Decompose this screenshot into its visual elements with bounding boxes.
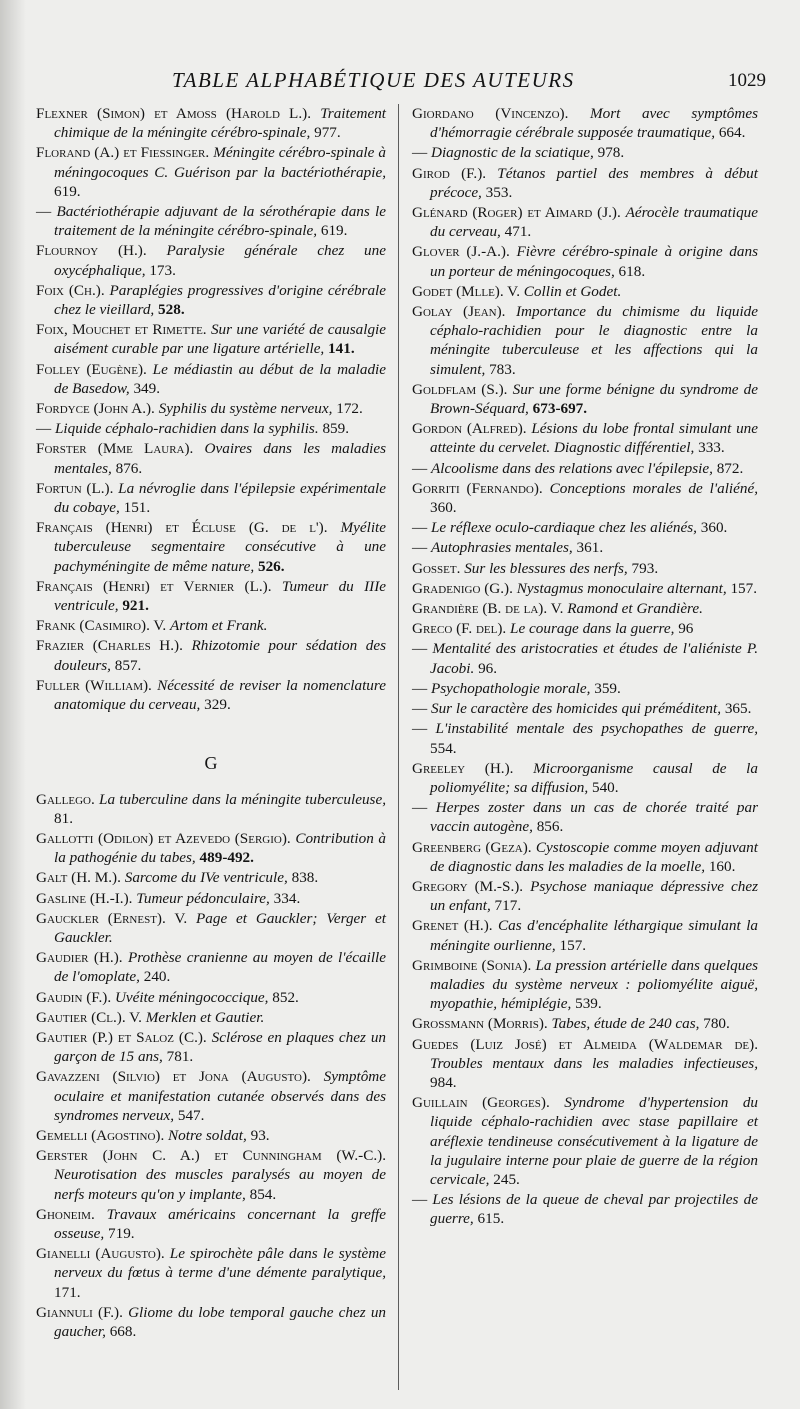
entry-author: — xyxy=(412,144,428,162)
entry-author: Gerster (John C. A.) et Cunningham (W.-C.). xyxy=(36,1147,386,1165)
index-entry xyxy=(412,203,758,241)
entry-title: Bactériothérapie adjuvant de la sérothérapie dans le traitement de la méningite cérébro-spinale, xyxy=(54,203,386,240)
entry-pages: 872. xyxy=(716,459,744,477)
index-entry xyxy=(412,759,758,797)
entry-author: Flexner (Simon) et Amoss (Harold L.). xyxy=(36,105,311,122)
entry-pages: 528. xyxy=(158,301,185,319)
entry-author: Guillain (Georges). xyxy=(412,1094,550,1112)
index-entry xyxy=(412,599,758,618)
entry-title: Fièvre cérébro-spinale à origine dans un porteur de méningocoques, xyxy=(430,243,759,280)
entry-title: Cas d'encéphalite léthargique simulant la méningite ourlienne, xyxy=(430,917,759,954)
entry-author: — xyxy=(412,700,428,718)
right-column xyxy=(412,104,758,1230)
entry-title: Microorganisme causal de la poliomyélite; sa diffusion, xyxy=(430,759,758,796)
entry-pages: 978. xyxy=(597,144,625,162)
entry-author: — xyxy=(412,459,428,477)
entry-pages: 360. xyxy=(430,499,457,517)
entry-pages: 349. xyxy=(133,379,161,397)
left-entries-f xyxy=(36,104,386,714)
entry-pages: 717. xyxy=(494,897,522,915)
entry-title: Artom et Frank. xyxy=(170,617,268,635)
entry-author: Français (Henri) et Écluse (G. de l'). xyxy=(36,519,328,537)
entry-pages: 173. xyxy=(149,261,176,279)
entry-title: Alcoolisme dans des relations avec l'épilepsie, xyxy=(430,459,713,477)
index-entry xyxy=(412,838,758,876)
entry-author: Grandière (B. de la). V. xyxy=(412,600,564,618)
entry-title: Sur les blessures des nerfs, xyxy=(464,559,628,577)
entry-title: Tumeur du IIIe ventricule, xyxy=(54,577,386,615)
index-entry xyxy=(412,1190,758,1228)
entry-pages: 857. xyxy=(114,656,142,674)
entry-title: Syndrome d'hypertension du liquide céphalo-rachidien avec stase papillaire et aréflexie tendineuse consécutivement à la ligature de la jugulaire interne pour plaie de guerre de la région cervicale, xyxy=(430,1094,759,1188)
page-number: 1029 xyxy=(728,70,766,91)
entry-title: Sur une forme bénigne du syndrome de Brown-Séquard, xyxy=(430,380,759,418)
entry-pages: 554. xyxy=(430,739,457,757)
index-entry xyxy=(36,143,386,201)
index-entry xyxy=(412,143,758,162)
entry-pages: 359. xyxy=(594,679,621,697)
entry-author: Glénard (Roger) et Aimard (J.). xyxy=(412,204,621,222)
entry-pages: 540. xyxy=(591,778,619,796)
entry-title: Sur le caractère des homicides qui préméditent, xyxy=(430,700,722,718)
index-entry xyxy=(412,798,758,836)
index-entry xyxy=(412,956,758,1014)
entry-author: Gosset. xyxy=(412,559,461,577)
entry-author: Gautier (Cl.). V. xyxy=(36,1008,142,1026)
entry-author: Florand (A.) et Fiessinger. xyxy=(36,144,210,162)
index-entry xyxy=(412,1035,758,1093)
entry-pages: 157. xyxy=(730,579,758,597)
entry-pages: 619. xyxy=(320,222,348,240)
index-entry xyxy=(412,302,758,379)
entry-title: Lésions du lobe frontal simulant une atteinte du cervelet. Diagnostic différentiel, xyxy=(430,420,758,457)
entry-author: Glover (J.-A.). xyxy=(412,243,510,261)
entry-author: Gaudin (F.). xyxy=(36,988,112,1006)
left-column xyxy=(36,104,386,1342)
entry-title: Contribution à la pathogénie du tabes, xyxy=(54,829,387,867)
entry-author: Giordano (Vincenzo). xyxy=(412,105,569,122)
entry-pages: 333. xyxy=(698,439,725,457)
entry-title: Mort avec symptômes d'hémorragie cérébrale supposée traumatique, xyxy=(430,105,758,142)
entry-author: Gauckler (Ernest). V. xyxy=(36,909,188,927)
entry-title: Traitement chimique de la méningite cérébro-spinale, xyxy=(54,105,387,142)
entry-pages: 360. xyxy=(700,519,728,537)
entry-author: Gordon (Alfred). xyxy=(412,420,527,438)
entry-pages: 783. xyxy=(489,360,516,378)
entry-title: Le spirochète pâle dans le système nerveux du fœtus à terme d'une démente paralytique, xyxy=(54,1245,386,1282)
entry-title: La névroglie dans l'épilepsie expérimentale du cobaye, xyxy=(54,479,387,517)
entry-title: La tuberculine dans la méningite tuberculeuse, xyxy=(99,790,387,808)
entry-author: Gallego. xyxy=(36,790,95,808)
index-entry xyxy=(412,579,758,598)
entry-pages: 668. xyxy=(109,1322,137,1340)
entry-author: Gradenigo (G.). xyxy=(412,579,513,597)
index-entry xyxy=(412,242,758,280)
entry-pages: 664. xyxy=(718,124,746,142)
entry-title: Conceptions morales de l'aliéné, xyxy=(549,479,759,497)
index-entry xyxy=(36,518,386,576)
entry-pages: 334. xyxy=(273,889,301,907)
entry-title: Syphilis du système nerveux, xyxy=(158,400,333,418)
index-entry xyxy=(412,459,758,478)
entry-pages: 160. xyxy=(708,857,736,875)
index-entry xyxy=(36,948,386,986)
entry-pages: 856. xyxy=(536,818,564,836)
entry-pages: 96 xyxy=(678,620,694,638)
entry-title: Cystoscopie comme moyen adjuvant de diagnostic dans les maladies de la moelle, xyxy=(430,838,758,875)
index-entry xyxy=(36,320,386,358)
entry-author: Frank (Casimiro). V. xyxy=(36,617,167,635)
index-entry xyxy=(36,1067,386,1125)
entry-pages: 471. xyxy=(504,223,532,241)
entry-author: Fuller (William). xyxy=(36,676,152,694)
entry-title: Liquide céphalo-rachidien dans la syphilis. xyxy=(54,420,319,438)
entry-pages: 618. xyxy=(618,262,646,280)
entry-title: Ovaires dans les maladies mentales, xyxy=(54,440,386,477)
entry-author: Guedes (Luiz José) et Almeida (Waldemar de). xyxy=(412,1035,758,1053)
index-entry xyxy=(412,1093,758,1189)
index-entry xyxy=(36,281,386,319)
index-entry xyxy=(36,1146,386,1204)
index-entry xyxy=(412,639,758,677)
entry-author: Greco (F. del). xyxy=(412,620,507,638)
index-entry xyxy=(412,104,758,142)
section-heading-g: G xyxy=(204,753,218,774)
index-entry xyxy=(36,1303,386,1341)
left-entries-g xyxy=(36,790,386,1342)
entry-title: Tétanos partiel des membres à début précoce, xyxy=(430,164,758,201)
entry-pages: 615. xyxy=(477,1210,505,1228)
entry-title: Nécessité de reviser la nomenclature anatomique du cerveau, xyxy=(54,676,386,714)
index-entry xyxy=(412,419,758,457)
index-entry xyxy=(36,829,386,867)
index-entry xyxy=(412,380,758,418)
entry-title: Les lésions de la queue de cheval par projectiles de guerre, xyxy=(430,1191,759,1228)
entry-title: Autophrasies mentales, xyxy=(430,539,573,557)
entry-pages: 854. xyxy=(249,1185,277,1203)
index-entry xyxy=(36,616,386,635)
entry-author: Ghoneim. xyxy=(36,1205,95,1223)
entry-title: Sclérose en plaques chez un garçon de 15 ans, xyxy=(54,1028,387,1066)
entry-author: Goldflam (S.). xyxy=(412,380,508,398)
entry-title: Méningite cérébro-spinale à méningocoques C. Guérison par la bactériothérapie, xyxy=(54,144,387,181)
entry-title: Psychose maniaque dépressive chez un enfant, xyxy=(430,877,758,915)
entry-author: — xyxy=(36,420,52,438)
entry-title: Uvéite méningococcique, xyxy=(114,988,269,1006)
running-title: TABLE ALPHABÉTIQUE DES AUTEURS xyxy=(172,68,575,92)
entry-pages: 977. xyxy=(314,124,341,142)
entry-author: Gautier (P.) et Saloz (C.). xyxy=(36,1028,207,1046)
entry-author: Grenet (H.). xyxy=(412,917,493,935)
entry-title: Merklen et Gautier. xyxy=(145,1008,265,1026)
entry-title: Le réflexe oculo-cardiaque chez les aliénés, xyxy=(430,519,697,537)
index-entry xyxy=(36,988,386,1007)
entry-pages: 157. xyxy=(559,936,587,954)
entry-title: L'instabilité mentale des psychopathes de guerre, xyxy=(435,720,758,738)
index-entry xyxy=(412,282,758,301)
entry-author: — xyxy=(412,1191,428,1209)
entry-author: — xyxy=(412,720,428,738)
entry-title: Page et Gauckler; Verger et Gauckler. xyxy=(54,909,386,946)
entry-author: Golay (Jean). xyxy=(412,303,506,321)
entry-pages: 876. xyxy=(115,459,143,477)
entry-title: Diagnostic de la sciatique, xyxy=(430,144,594,162)
entry-title: Psychopathologie morale, xyxy=(430,679,591,697)
index-entry xyxy=(36,360,386,398)
entry-title: Le médiastin au début de la maladie de Basedow, xyxy=(54,360,387,397)
entry-pages: 489-492. xyxy=(199,849,254,867)
column-divider xyxy=(398,104,399,1390)
entry-title: Collin et Godet. xyxy=(523,282,622,300)
entry-title: La pression artérielle dans quelques maladies du système nerveux : poliomyélite aiguë, myopathie, hémiplégie, xyxy=(430,956,758,1013)
entry-pages: 793. xyxy=(631,559,659,577)
entry-title: Aérocèle traumatique du cerveau, xyxy=(430,204,758,241)
entry-title: Nystagmus monoculaire alternant, xyxy=(516,579,727,597)
index-entry xyxy=(412,699,758,718)
entry-title: Le courage dans la guerre, xyxy=(510,620,675,638)
index-entry xyxy=(36,241,386,279)
entry-author: Godet (Mlle). V. xyxy=(412,282,520,300)
index-entry xyxy=(36,1205,386,1243)
entry-title: Gliome du lobe temporal gauche chez un gaucher, xyxy=(54,1303,387,1340)
entry-author: Gavazzeni (Silvio) et Jona (Augusto). xyxy=(36,1068,311,1086)
index-entry xyxy=(412,479,758,517)
entry-pages: 96. xyxy=(478,659,498,677)
entry-pages: 619. xyxy=(54,182,81,200)
entry-title: Ramond et Grandière. xyxy=(567,600,703,618)
entry-pages: 365. xyxy=(724,700,752,718)
index-entry xyxy=(36,399,386,418)
entry-title: Neurotisation des muscles paralysés au moyen de nerfs moteurs qu'on y implante, xyxy=(54,1166,386,1203)
entry-pages: 93. xyxy=(250,1126,270,1144)
entry-author: Fordyce (John A.). xyxy=(36,400,155,418)
entry-title: Myélite tuberculeuse segmentaire consécutive à une pachyméningite de même nature, xyxy=(54,519,387,575)
index-entry xyxy=(412,619,758,638)
entry-pages: 921. xyxy=(122,597,149,615)
entry-author: Folley (Eugène). xyxy=(36,360,147,378)
entry-author: Galt (H. M.). xyxy=(36,869,121,887)
entry-author: Français (Henri) et Vernier (L.). xyxy=(36,577,272,595)
entry-author: Foix, Mouchet et Rimette. xyxy=(36,321,207,339)
entry-pages: 172. xyxy=(336,400,363,418)
entry-author: Forster (Mme Laura). xyxy=(36,440,194,458)
entry-title: Tumeur pédonculaire, xyxy=(136,889,270,907)
entry-author: Foix (Ch.). xyxy=(36,281,105,299)
index-entry xyxy=(412,164,758,202)
entry-pages: 151. xyxy=(123,499,151,517)
entry-pages: 240. xyxy=(143,968,171,986)
index-entry xyxy=(36,889,386,908)
entry-pages: 361. xyxy=(576,539,604,557)
entry-title: Paraplégies progressives d'origine cérébrale chez le vieillard, xyxy=(54,281,387,319)
index-entry xyxy=(36,1126,386,1145)
entry-title: Symptôme oculaire et manifestation cutanée observés dans des syndromes nerveux, xyxy=(54,1068,387,1124)
entry-title: Sur une variété de causalgie aisément curable par une ligature artérielle, xyxy=(54,321,387,358)
index-entry xyxy=(412,719,758,757)
entry-author: — xyxy=(412,539,428,557)
index-entry xyxy=(36,479,386,517)
index-entry xyxy=(36,868,386,887)
entry-author: Giannuli (F.). xyxy=(36,1303,123,1321)
index-entry xyxy=(412,679,758,698)
right-entries xyxy=(412,104,758,1229)
entry-author: Gregory (M.-S.). xyxy=(412,877,524,895)
entry-author: Greeley (H.). xyxy=(412,759,514,777)
index-entry xyxy=(36,1028,386,1066)
index-entry xyxy=(36,577,386,615)
index-entry xyxy=(36,790,386,828)
entry-pages: 780. xyxy=(703,1015,730,1033)
entry-pages: 838. xyxy=(291,869,319,887)
entry-author: Gallotti (Odilon) et Azevedo (Sergio). xyxy=(36,829,291,847)
entry-pages: 547. xyxy=(177,1106,205,1124)
index-entry xyxy=(36,676,386,714)
entry-author: Gianelli (Augusto). xyxy=(36,1245,165,1263)
index-entry xyxy=(412,877,758,915)
entry-pages: 719. xyxy=(108,1224,135,1242)
index-entry xyxy=(36,1244,386,1302)
index-entry xyxy=(36,636,386,674)
entry-pages: 984. xyxy=(430,1073,457,1091)
entry-pages: 141. xyxy=(328,340,355,358)
entry-author: — xyxy=(412,799,428,817)
entry-pages: 781. xyxy=(166,1048,194,1066)
entry-title: Notre soldat, xyxy=(168,1126,247,1144)
page-header xyxy=(40,68,772,96)
entry-author: Flournoy (H.). xyxy=(36,242,147,260)
index-entry xyxy=(412,518,758,537)
entry-pages: 673-697. xyxy=(532,400,588,418)
entry-pages: 859. xyxy=(322,420,350,438)
page-edge-shadow xyxy=(0,0,26,1409)
entry-title: Travaux américains concernant la greffe osseuse, xyxy=(54,1205,386,1242)
index-entry xyxy=(36,419,386,438)
index-entry xyxy=(36,1008,386,1027)
entry-title: Prothèse cranienne au moyen de l'écaille de l'omoplate, xyxy=(54,949,386,986)
entry-title: Herpes zoster dans un cas de chorée traité par vaccin autogène, xyxy=(430,799,758,836)
entry-title: Sarcome du IVe ventricule, xyxy=(124,869,288,887)
entry-author: — xyxy=(412,519,428,537)
index-entry xyxy=(36,439,386,477)
entry-author: — xyxy=(412,640,428,658)
entry-author: Girod (F.). xyxy=(412,164,487,182)
index-entry xyxy=(412,559,758,578)
entry-author: Grimboine (Sonia). xyxy=(412,956,532,974)
index-entry xyxy=(36,202,386,240)
entry-pages: 526. xyxy=(257,557,285,575)
entry-title: Paralysie générale chez une oxycéphalique, xyxy=(54,242,386,279)
index-entry xyxy=(412,1014,758,1033)
entry-author: Greenberg (Geza). xyxy=(412,838,532,856)
entry-pages: 81. xyxy=(54,809,73,827)
entry-author: Gorriti (Fernando). xyxy=(412,479,543,497)
index-entry xyxy=(412,538,758,557)
entry-author: Fortun (L.). xyxy=(36,479,114,497)
entry-author: Gaudier (H.). xyxy=(36,949,123,967)
entry-title: Tabes, étude de 240 cas, xyxy=(551,1015,700,1033)
entry-title: Mentalité des aristocraties et études de l'aliéniste P. Jacobi. xyxy=(430,640,758,677)
entry-pages: 539. xyxy=(575,995,602,1013)
index-entry xyxy=(36,909,386,947)
entry-pages: 245. xyxy=(493,1170,520,1188)
entry-title: Rhizotomie pour sédation des douleurs, xyxy=(54,637,386,674)
entry-pages: 852. xyxy=(272,988,299,1006)
entry-author: Grossmann (Morris). xyxy=(412,1015,548,1033)
entry-pages: 353. xyxy=(485,183,513,201)
index-entry xyxy=(36,104,386,142)
entry-author: — xyxy=(412,679,428,697)
entry-author: Frazier (Charles H.). xyxy=(36,637,183,655)
entry-pages: 329. xyxy=(204,696,231,714)
index-entry xyxy=(412,916,758,954)
entry-author: — xyxy=(36,203,52,221)
entry-title: Importance du chimisme du liquide céphalo-rachidien pour le diagnostic entre la méningite tuberculeuse et les affections qui la simulent, xyxy=(430,303,759,378)
entry-author: Gemelli (Agostino). xyxy=(36,1126,165,1144)
entry-title: Troubles mentaux dans les maladies infectieuses, xyxy=(430,1054,758,1072)
entry-pages: 171. xyxy=(54,1283,81,1301)
entry-author: Gasline (H.-I.). xyxy=(36,889,133,907)
